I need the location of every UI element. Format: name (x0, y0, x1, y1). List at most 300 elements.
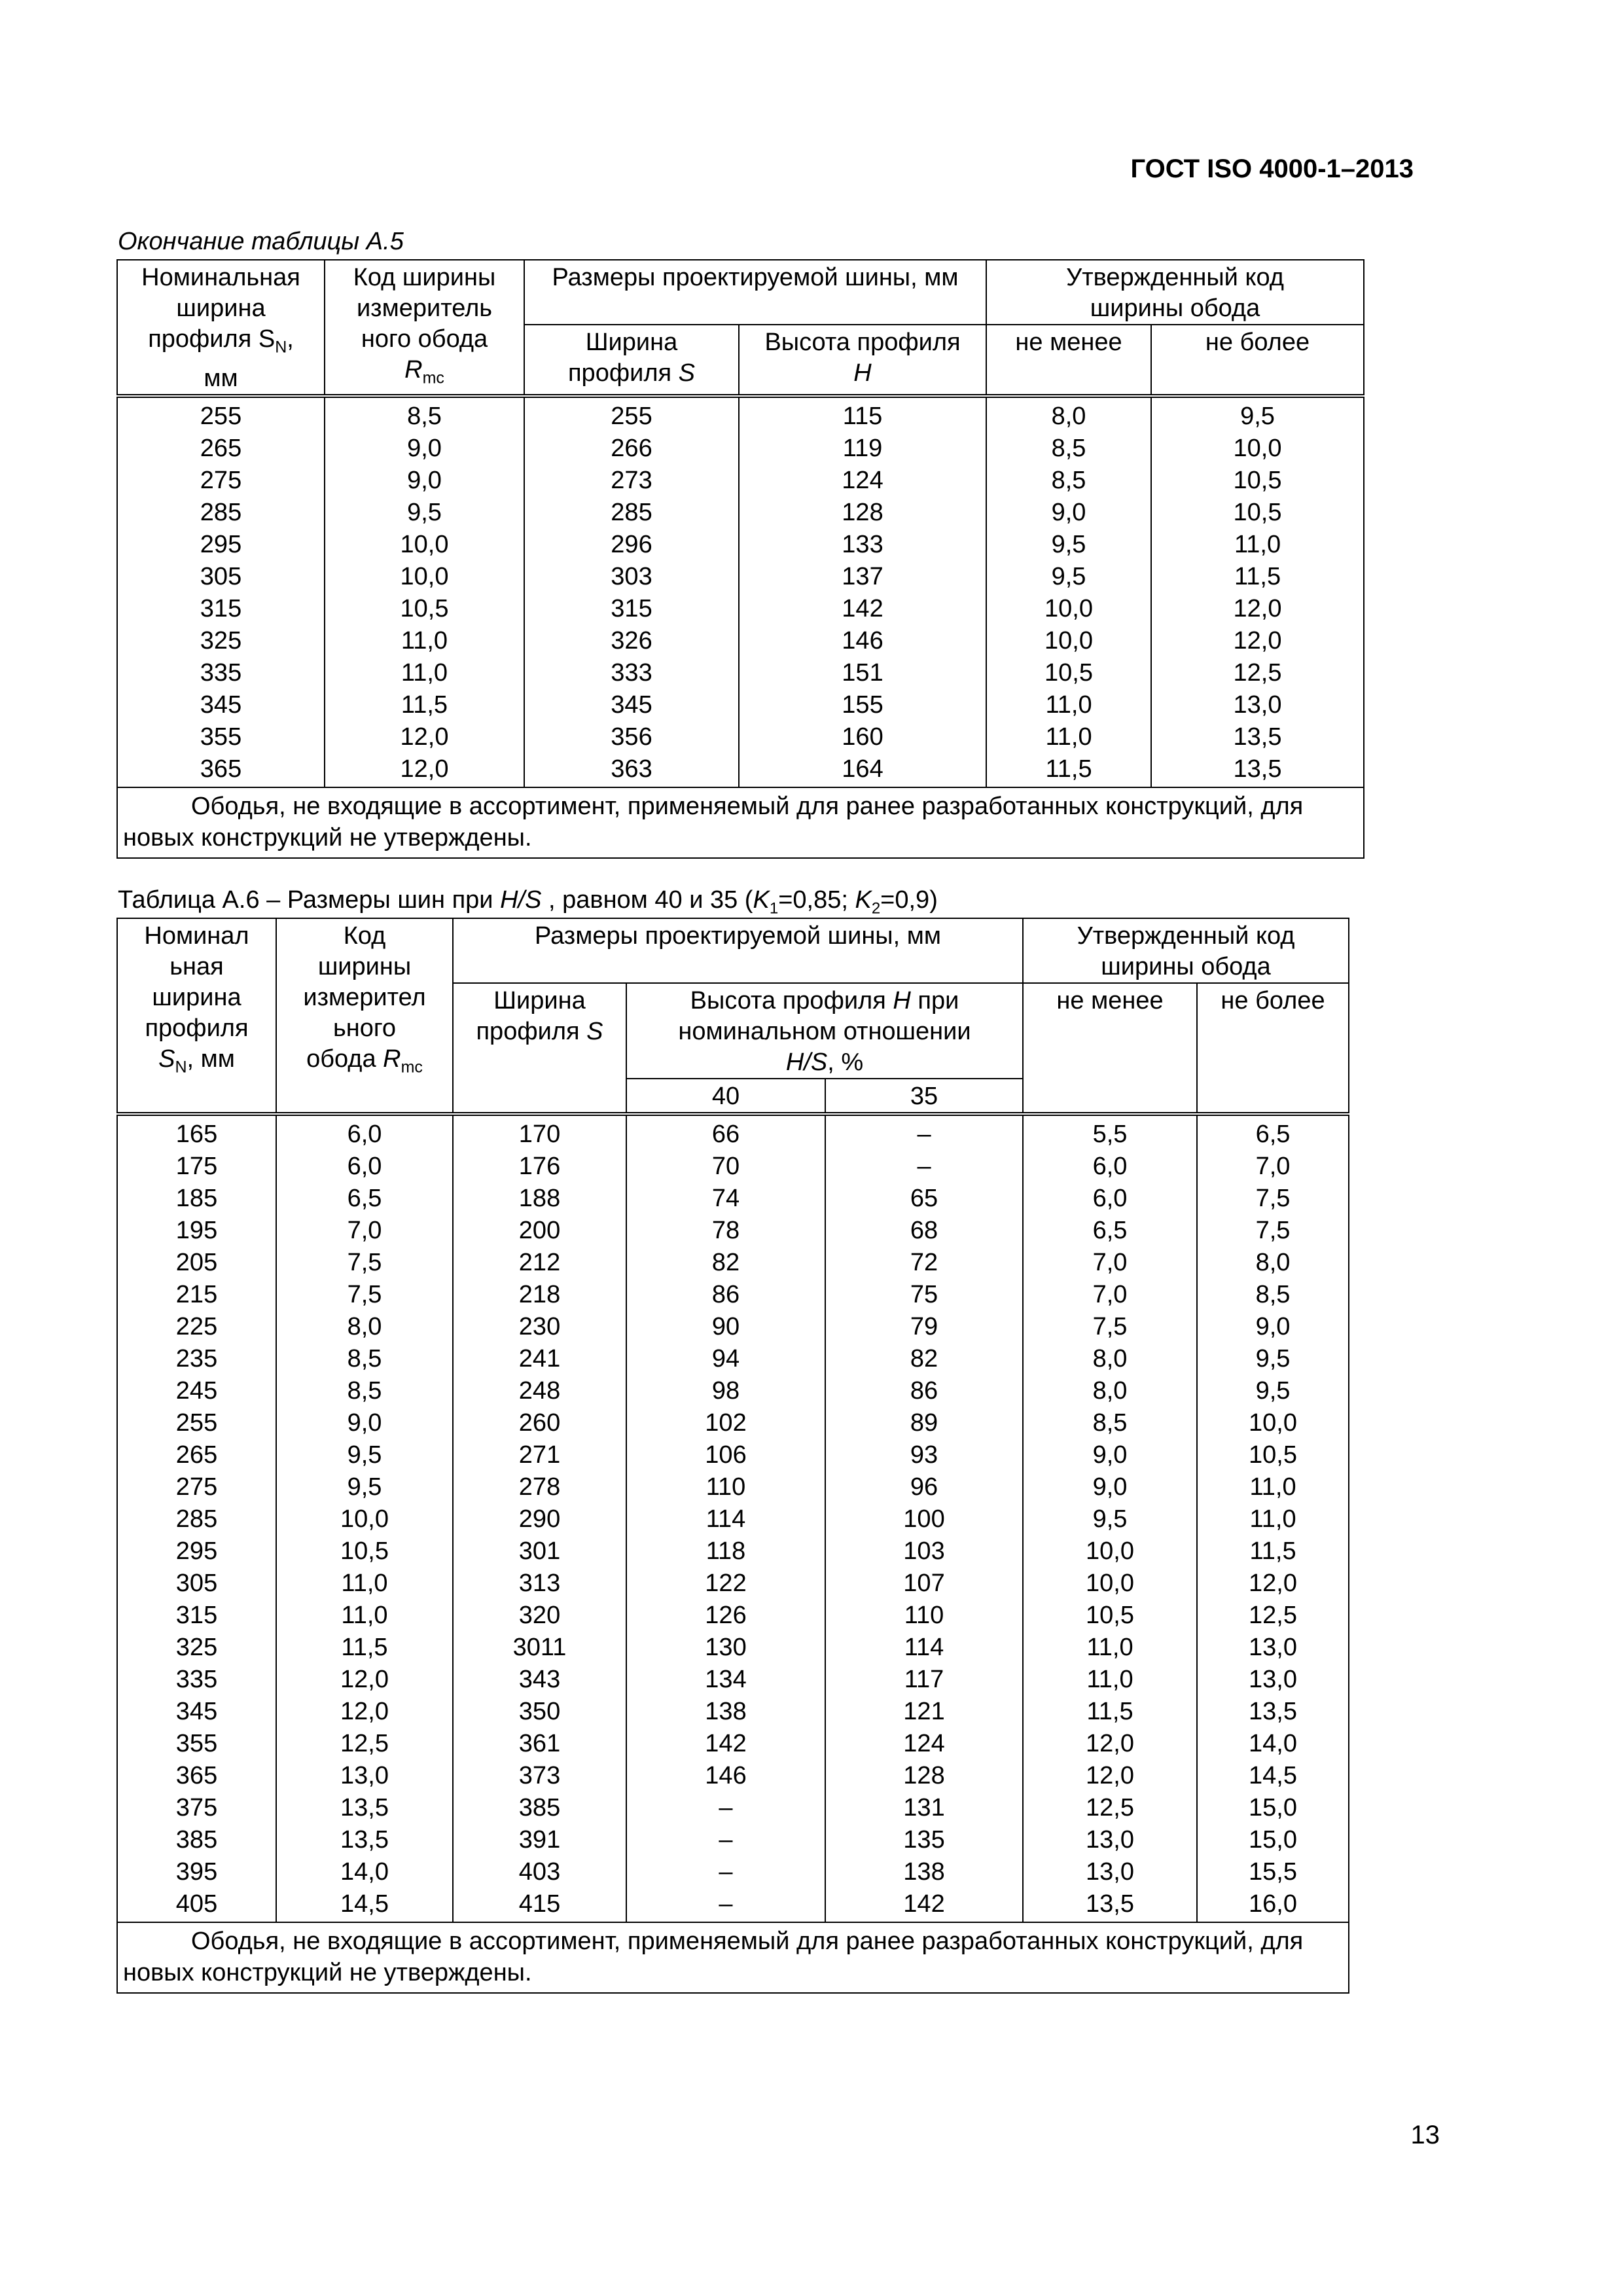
table-cell: 82 (825, 1343, 1023, 1375)
table-cell: 10,5 (1023, 1600, 1197, 1632)
table-cell: 10,0 (986, 593, 1151, 625)
table-cell: 9,0 (1023, 1439, 1197, 1471)
table-cell: 11,0 (1197, 1471, 1349, 1503)
table-cell: 10,0 (1023, 1535, 1197, 1568)
table-cell: 9,5 (986, 561, 1151, 593)
table-cell: 295 (117, 1535, 276, 1568)
table-cell: 130 (626, 1632, 825, 1664)
table-cell: 373 (453, 1760, 626, 1792)
table-cell: 14,5 (1197, 1760, 1349, 1792)
table-cell: 278 (453, 1471, 626, 1503)
table-cell: 68 (825, 1215, 1023, 1247)
table-cell: 13,0 (1023, 1824, 1197, 1856)
table-cell: 7,0 (1197, 1151, 1349, 1183)
table-cell: 134 (626, 1664, 825, 1696)
table-row (117, 465, 1364, 497)
table-cell: 110 (825, 1600, 1023, 1632)
table-cell: 14,0 (276, 1856, 453, 1888)
table-cell: 343 (453, 1664, 626, 1696)
table-cell: 9,0 (1023, 1471, 1197, 1503)
header-ratio-40: 40 (626, 1079, 825, 1114)
table-cell: 137 (739, 561, 986, 593)
table-cell: 10,5 (276, 1535, 453, 1568)
table-cell: 138 (825, 1856, 1023, 1888)
table-cell: 9,0 (276, 1407, 453, 1439)
table-cell: 355 (117, 721, 325, 753)
table-cell: 188 (453, 1183, 626, 1215)
table-cell: 9,0 (325, 465, 524, 497)
table-row (117, 396, 1364, 433)
table-cell: 114 (825, 1632, 1023, 1664)
table-cell: 295 (117, 529, 325, 561)
table-cell: 235 (117, 1343, 276, 1375)
header-profile-width: Ширина профиля S (524, 325, 739, 396)
table-cell: 65 (825, 1183, 1023, 1215)
table-cell: 8,5 (1197, 1279, 1349, 1311)
header-design-size: Размеры проектируемой шины, мм (453, 918, 1023, 983)
table-cell: 15,5 (1197, 1856, 1349, 1888)
table-cell: 142 (739, 593, 986, 625)
table-row (117, 1760, 1349, 1792)
table-row (117, 1824, 1349, 1856)
table-cell: 86 (825, 1375, 1023, 1407)
table-row (117, 1215, 1349, 1247)
table-cell: 133 (739, 529, 986, 561)
table-cell: 361 (453, 1728, 626, 1760)
header-nominal-width: Номинальная ширина профиля $S_N$, мм (117, 260, 325, 396)
table-cell: 7,0 (1023, 1279, 1197, 1311)
table-cell: 165 (117, 1114, 276, 1151)
table-cell: 385 (117, 1824, 276, 1856)
table-row (117, 1856, 1349, 1888)
table-cell: 215 (117, 1279, 276, 1311)
table-cell: 121 (825, 1696, 1023, 1728)
table-cell: 12,0 (1023, 1760, 1197, 1792)
table-row (117, 1247, 1349, 1279)
table-cell: 9,5 (1197, 1343, 1349, 1375)
table-a5-note: Ободья, не входящие в ассортимент, применяемый для ранее разработанных конструкций, для новых конструкций не утверждены. (117, 787, 1364, 858)
table-row (117, 561, 1364, 593)
table-cell: 255 (117, 396, 325, 433)
table-cell: 230 (453, 1311, 626, 1343)
table-cell: 12,5 (1023, 1792, 1197, 1824)
table-cell: 12,0 (1023, 1728, 1197, 1760)
table-cell: – (626, 1856, 825, 1888)
table-cell: 74 (626, 1183, 825, 1215)
table-cell: 7,0 (1023, 1247, 1197, 1279)
table-a6-caption: Таблица А.6 – Размеры шин при H/S , равном 40 и 35 ($K_1=0,85$; $K_2=0,9$) (118, 886, 938, 918)
table-row (117, 689, 1364, 721)
table-cell: 391 (453, 1824, 626, 1856)
table-cell: 305 (117, 561, 325, 593)
table-cell: 7,5 (1197, 1183, 1349, 1215)
table-row (117, 1568, 1349, 1600)
table-cell: 14,0 (1197, 1728, 1349, 1760)
table-a5-caption: Окончание таблицы А.5 (118, 228, 404, 255)
table-cell: 13,5 (1023, 1888, 1197, 1922)
table-cell: 9,0 (1197, 1311, 1349, 1343)
table-cell: 285 (524, 497, 739, 529)
table-cell: 13,0 (1197, 1664, 1349, 1696)
table-cell: 118 (626, 1535, 825, 1568)
table-cell: 313 (453, 1568, 626, 1600)
table-cell: 248 (453, 1375, 626, 1407)
table-cell: 185 (117, 1183, 276, 1215)
table-cell: 8,5 (325, 396, 524, 433)
table-a5-body (117, 396, 1364, 787)
table-row (117, 753, 1364, 787)
header-profile-height: Высота профиля H при номинальном отношении H/S, % (626, 983, 1023, 1079)
table-cell: 16,0 (1197, 1888, 1349, 1922)
table-cell: 151 (739, 657, 986, 689)
table-cell: – (825, 1114, 1023, 1151)
table-cell: 93 (825, 1439, 1023, 1471)
table-cell: 325 (117, 625, 325, 657)
table-cell: 12,5 (1197, 1600, 1349, 1632)
table-cell: 115 (739, 396, 986, 433)
table-cell: 12,0 (325, 721, 524, 753)
table-cell: 142 (825, 1888, 1023, 1922)
table-cell: 8,5 (276, 1343, 453, 1375)
table-cell: – (626, 1888, 825, 1922)
table-cell: 11,0 (325, 657, 524, 689)
table-row (117, 1503, 1349, 1535)
table-cell: 75 (825, 1279, 1023, 1311)
table-cell: 98 (626, 1375, 825, 1407)
table-cell: 78 (626, 1215, 825, 1247)
table-cell: 12,0 (325, 753, 524, 787)
table-cell: 11,0 (325, 625, 524, 657)
table-a6 (116, 918, 1349, 1994)
table-cell: 266 (524, 433, 739, 465)
table-cell: 9,5 (1151, 396, 1364, 433)
table-cell: 212 (453, 1247, 626, 1279)
table-cell: 70 (626, 1151, 825, 1183)
table-cell: 12,5 (276, 1728, 453, 1760)
table-cell: 11,5 (986, 753, 1151, 787)
table-cell: 8,5 (1023, 1407, 1197, 1439)
table-a5 (116, 259, 1364, 859)
table-cell: 15,0 (1197, 1792, 1349, 1824)
table-cell: 146 (626, 1760, 825, 1792)
table-cell: – (626, 1792, 825, 1824)
table-cell: 345 (524, 689, 739, 721)
table-cell: 8,0 (1023, 1375, 1197, 1407)
table-cell: 350 (453, 1696, 626, 1728)
table-cell: 245 (117, 1375, 276, 1407)
table-cell: 10,0 (276, 1503, 453, 1535)
header-approved-code: Утвержденный код ширины обода (986, 260, 1364, 325)
table-cell: 273 (524, 465, 739, 497)
table-cell: 170 (453, 1114, 626, 1151)
table-cell: 86 (626, 1279, 825, 1311)
table-cell: 8,0 (1197, 1247, 1349, 1279)
table-cell: 106 (626, 1439, 825, 1471)
table-cell: 303 (524, 561, 739, 593)
table-cell: 12,5 (1151, 657, 1364, 689)
table-cell: – (825, 1151, 1023, 1183)
table-cell: 13,5 (1151, 721, 1364, 753)
table-cell: 126 (626, 1600, 825, 1632)
table-cell: 89 (825, 1407, 1023, 1439)
table-cell: 363 (524, 753, 739, 787)
table-cell: 13,0 (1023, 1856, 1197, 1888)
table-cell: 10,0 (986, 625, 1151, 657)
header-approved-code: Утвержденный код ширины обода (1023, 918, 1349, 983)
table-row (117, 1407, 1349, 1439)
table-cell: 7,5 (276, 1279, 453, 1311)
table-cell: 146 (739, 625, 986, 657)
table-cell: 12,0 (1151, 593, 1364, 625)
table-cell: 9,5 (325, 497, 524, 529)
table-row (117, 433, 1364, 465)
table-cell: 175 (117, 1151, 276, 1183)
table-cell: 66 (626, 1114, 825, 1151)
table-cell: 326 (524, 625, 739, 657)
table-cell: 218 (453, 1279, 626, 1311)
table-cell: 10,5 (1151, 497, 1364, 529)
table-cell: 305 (117, 1568, 276, 1600)
table-cell: 8,5 (986, 433, 1151, 465)
table-cell: 7,5 (1023, 1311, 1197, 1343)
table-row (117, 1888, 1349, 1922)
table-cell: 10,5 (986, 657, 1151, 689)
table-cell: 82 (626, 1247, 825, 1279)
table-cell: 365 (117, 753, 325, 787)
table-cell: 12,0 (276, 1664, 453, 1696)
table-cell: 290 (453, 1503, 626, 1535)
table-cell: 255 (524, 396, 739, 433)
table-cell: 11,0 (1197, 1503, 1349, 1535)
table-cell: 6,0 (276, 1114, 453, 1151)
table-cell: 5,5 (1023, 1114, 1197, 1151)
table-cell: 128 (825, 1760, 1023, 1792)
header-rim-code: Код ширины измерител ьного обода $R_{mc}$ (276, 918, 453, 1114)
table-cell: 11,0 (276, 1600, 453, 1632)
table-cell: 333 (524, 657, 739, 689)
table-row (117, 529, 1364, 561)
table-cell: 13,0 (1151, 689, 1364, 721)
table-cell: 9,5 (1197, 1375, 1349, 1407)
table-cell: 138 (626, 1696, 825, 1728)
table-cell: 11,0 (1023, 1664, 1197, 1696)
header-min: не менее (1023, 983, 1197, 1114)
table-cell: 7,5 (1197, 1215, 1349, 1247)
table-row (117, 593, 1364, 625)
header-design-size: Размеры проектируемой шины, мм (524, 260, 986, 325)
table-cell: 142 (626, 1728, 825, 1760)
table-cell: 79 (825, 1311, 1023, 1343)
table-cell: 241 (453, 1343, 626, 1375)
table-row (117, 1375, 1349, 1407)
table-cell: 11,5 (325, 689, 524, 721)
table-row (117, 1728, 1349, 1760)
table-cell: 8,0 (986, 396, 1151, 433)
table-cell: 14,5 (276, 1888, 453, 1922)
table-cell: 11,5 (1151, 561, 1364, 593)
table-cell: 375 (117, 1792, 276, 1824)
table-cell: 415 (453, 1888, 626, 1922)
table-cell: 315 (524, 593, 739, 625)
header-rim-code: Код ширины измеритель ного обода $R_{mc}$ (325, 260, 524, 396)
table-cell: 9,0 (986, 497, 1151, 529)
table-cell: 285 (117, 1503, 276, 1535)
table-cell: 335 (117, 657, 325, 689)
table-cell: 335 (117, 1664, 276, 1696)
header-profile-width: Ширина профиля S (453, 983, 626, 1114)
table-cell: 96 (825, 1471, 1023, 1503)
header-nominal-width: Номинал ьная ширина профиля $S_N$, мм (117, 918, 276, 1114)
table-cell: 122 (626, 1568, 825, 1600)
table-cell: 10,0 (325, 529, 524, 561)
table-row (117, 1664, 1349, 1696)
table-cell: 405 (117, 1888, 276, 1922)
table-row (117, 1471, 1349, 1503)
table-cell: 107 (825, 1568, 1023, 1600)
table-cell: 10,5 (1197, 1439, 1349, 1471)
table-cell: 7,0 (276, 1215, 453, 1247)
table-cell: 8,0 (1023, 1343, 1197, 1375)
table-cell: 12,0 (276, 1696, 453, 1728)
table-cell: 6,0 (1023, 1183, 1197, 1215)
table-cell: 271 (453, 1439, 626, 1471)
header-min: не менее (986, 325, 1151, 396)
table-row (117, 1343, 1349, 1375)
table-row (117, 1792, 1349, 1824)
table-cell: 12,0 (1197, 1568, 1349, 1600)
table-cell: 10,0 (1197, 1407, 1349, 1439)
table-cell: 11,0 (1151, 529, 1364, 561)
table-cell: 11,0 (986, 721, 1151, 753)
table-cell: 260 (453, 1407, 626, 1439)
table-cell: 275 (117, 465, 325, 497)
table-cell: 90 (626, 1311, 825, 1343)
table-cell: 15,0 (1197, 1824, 1349, 1856)
table-row (117, 1696, 1349, 1728)
table-cell: 12,0 (1151, 625, 1364, 657)
table-cell: 164 (739, 753, 986, 787)
document-code: ГОСТ ISO 4000-1–2013 (1130, 154, 1414, 183)
table-cell: 385 (453, 1792, 626, 1824)
table-cell: 356 (524, 721, 739, 753)
table-cell: 131 (825, 1792, 1023, 1824)
table-row (117, 657, 1364, 689)
table-cell: 13,5 (1197, 1696, 1349, 1728)
table-cell: 103 (825, 1535, 1023, 1568)
table-cell: 114 (626, 1503, 825, 1535)
table-cell: 13,5 (276, 1792, 453, 1824)
header-ratio-35: 35 (825, 1079, 1023, 1114)
table-cell: 301 (453, 1535, 626, 1568)
table-cell: 9,0 (325, 433, 524, 465)
table-row (117, 1632, 1349, 1664)
table-cell: 395 (117, 1856, 276, 1888)
table-cell: 345 (117, 689, 325, 721)
table-cell: 9,5 (1023, 1503, 1197, 1535)
table-cell: 325 (117, 1632, 276, 1664)
table-cell: 13,0 (276, 1760, 453, 1792)
table-cell: 320 (453, 1600, 626, 1632)
table-row (117, 1151, 1349, 1183)
table-row (117, 1535, 1349, 1568)
table-cell: 6,5 (276, 1183, 453, 1215)
table-cell: 6,0 (276, 1151, 453, 1183)
table-row (117, 1439, 1349, 1471)
table-cell: 100 (825, 1503, 1023, 1535)
header-max: не более (1197, 983, 1349, 1114)
table-cell: 225 (117, 1311, 276, 1343)
table-cell: – (626, 1824, 825, 1856)
table-cell: 9,5 (276, 1471, 453, 1503)
table-a6-note: Ободья, не входящие в ассортимент, применяемый для ранее разработанных конструкций, для новых конструкций не утверждены. (117, 1922, 1349, 1993)
table-row (117, 1311, 1349, 1343)
table-cell: 10,0 (1151, 433, 1364, 465)
table-cell: 6,0 (1023, 1151, 1197, 1183)
table-row (117, 497, 1364, 529)
table-row (117, 721, 1364, 753)
table-cell: 10,0 (325, 561, 524, 593)
table-cell: 3011 (453, 1632, 626, 1664)
table-cell: 315 (117, 1600, 276, 1632)
header-max: не более (1151, 325, 1364, 396)
table-row (117, 625, 1364, 657)
table-cell: 110 (626, 1471, 825, 1503)
table-cell: 13,0 (1197, 1632, 1349, 1664)
table-cell: 200 (453, 1215, 626, 1247)
table-cell: 11,0 (986, 689, 1151, 721)
table-cell: 124 (825, 1728, 1023, 1760)
table-cell: 13,5 (276, 1824, 453, 1856)
table-cell: 365 (117, 1760, 276, 1792)
table-cell: 176 (453, 1151, 626, 1183)
table-cell: 10,5 (1151, 465, 1364, 497)
table-cell: 315 (117, 593, 325, 625)
table-cell: 345 (117, 1696, 276, 1728)
table-cell: 94 (626, 1343, 825, 1375)
table-cell: 10,0 (1023, 1568, 1197, 1600)
table-cell: 6,5 (1023, 1215, 1197, 1247)
table-cell: 195 (117, 1215, 276, 1247)
table-cell: 8,5 (986, 465, 1151, 497)
table-row (117, 1600, 1349, 1632)
table-cell: 296 (524, 529, 739, 561)
table-cell: 9,5 (276, 1439, 453, 1471)
table-cell: 205 (117, 1247, 276, 1279)
table-cell: 6,5 (1197, 1114, 1349, 1151)
table-cell: 11,5 (1197, 1535, 1349, 1568)
table-cell: 7,5 (276, 1247, 453, 1279)
table-row (117, 1114, 1349, 1151)
table-cell: 102 (626, 1407, 825, 1439)
table-cell: 8,0 (276, 1311, 453, 1343)
table-cell: 160 (739, 721, 986, 753)
table-cell: 10,5 (325, 593, 524, 625)
table-cell: 403 (453, 1856, 626, 1888)
table-cell: 275 (117, 1471, 276, 1503)
table-row (117, 1183, 1349, 1215)
table-cell: 355 (117, 1728, 276, 1760)
table-cell: 11,5 (1023, 1696, 1197, 1728)
table-cell: 124 (739, 465, 986, 497)
table-a6-body (117, 1114, 1349, 1922)
table-cell: 119 (739, 433, 986, 465)
table-cell: 135 (825, 1824, 1023, 1856)
table-cell: 11,0 (1023, 1632, 1197, 1664)
table-cell: 285 (117, 497, 325, 529)
table-cell: 255 (117, 1407, 276, 1439)
table-cell: 11,0 (276, 1568, 453, 1600)
table-cell: 13,5 (1151, 753, 1364, 787)
